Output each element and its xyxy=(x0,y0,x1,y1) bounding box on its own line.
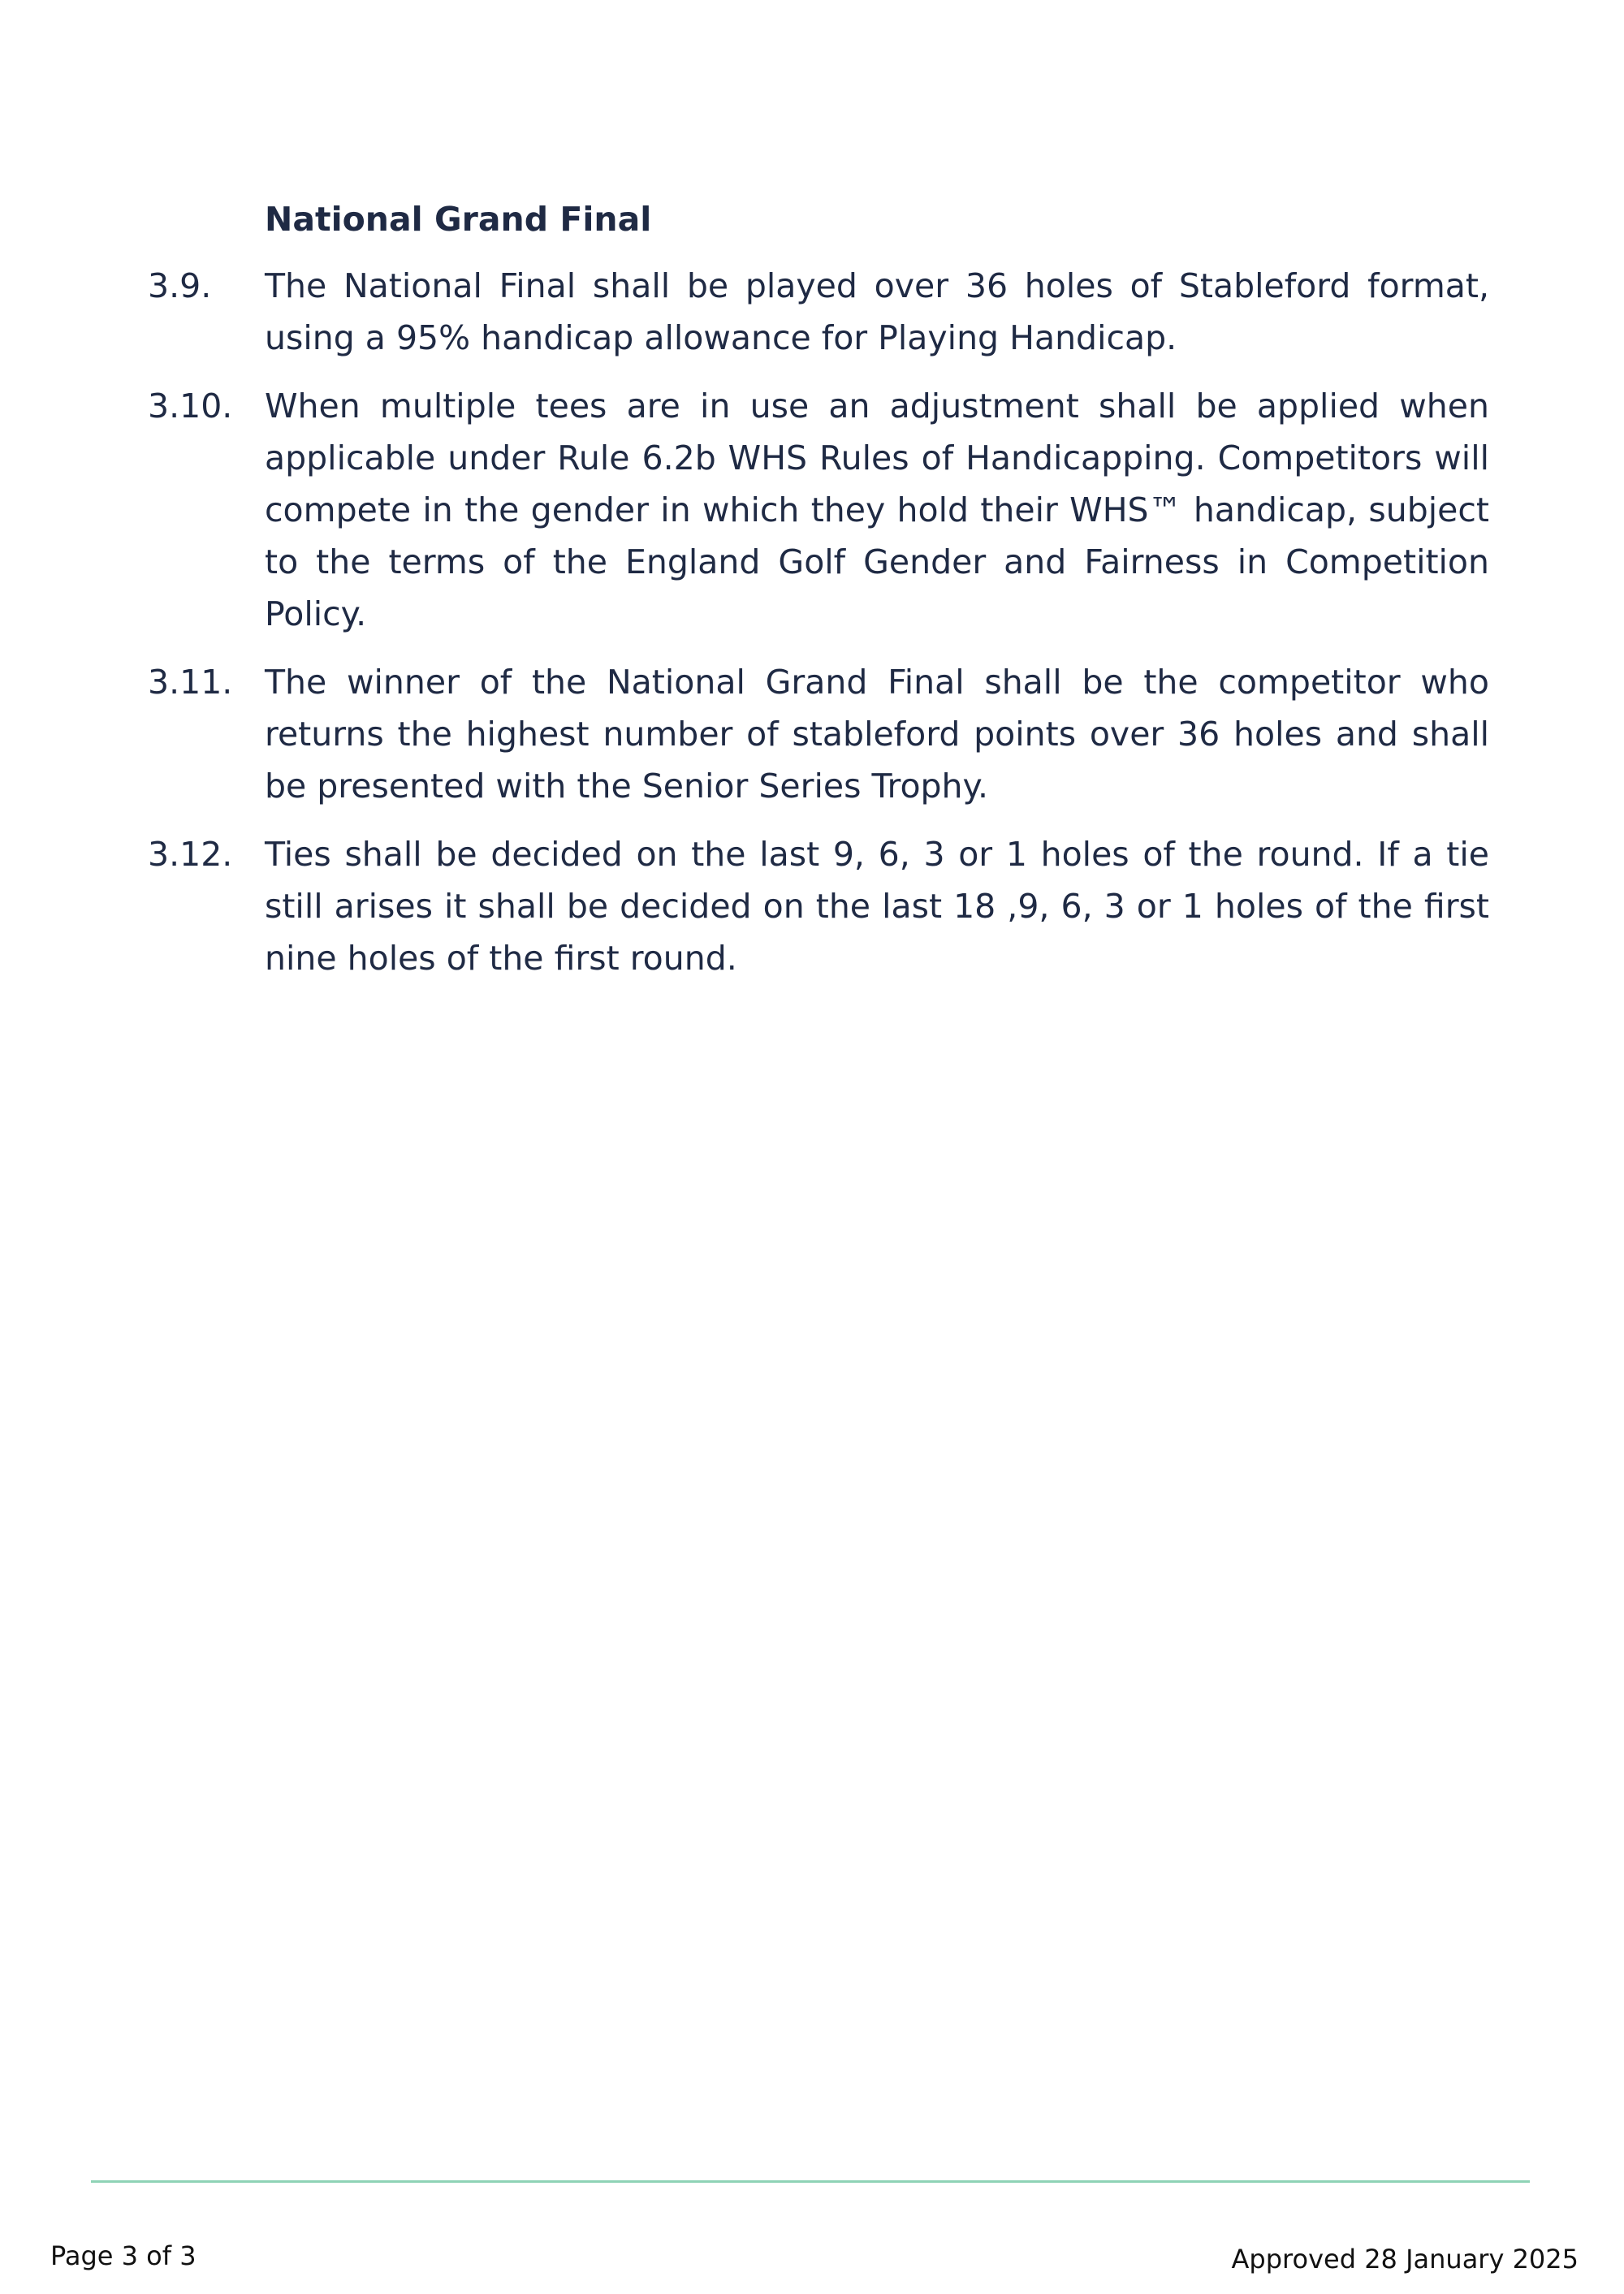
clause-3-11 xyxy=(148,656,1489,812)
clause-text: The winner of the National Grand Final shall be the competitor who returns the highest number of stableford points over 36 holes and shall be presented with the Senior Series Trophy. xyxy=(265,663,1489,806)
clause-list xyxy=(148,260,1489,1000)
clause-text: Ties shall be decided on the last 9, 6, 3 or 1 holes of the round. If a tie still arises it shall be decided on the last 18 ,9, 6, 3 or 1 holes of the first nine holes of the first round. xyxy=(265,835,1489,978)
footer-divider xyxy=(91,2180,1530,2183)
clause-text: When multiple tees are in use an adjustment shall be applied when applicable under Rule 6.2b WHS Rules of Handicapping. Competitors will compete in the gender in which they hold their WHS™ handicap, subject to the terms of the England Golf Gender and Fairness in Competition Policy. xyxy=(265,387,1489,633)
section-heading: National Grand Final xyxy=(265,200,652,239)
clause-number: 3.12. xyxy=(148,835,233,874)
clause-text: The National Final shall be played over 36 holes of Stableford format, using a 95% handicap allowance for Playing Handicap. xyxy=(265,266,1489,357)
clause-number: 3.10. xyxy=(148,387,233,426)
approval-date: Approved 28 January 2025 xyxy=(1231,2244,1579,2275)
clause-3-12 xyxy=(148,828,1489,984)
clause-number: 3.11. xyxy=(148,663,233,702)
clause-number: 3.9. xyxy=(148,266,212,305)
clause-3-9 xyxy=(148,260,1489,364)
page-number: Page 3 of 3 xyxy=(50,2240,197,2271)
clause-3-10 xyxy=(148,380,1489,640)
